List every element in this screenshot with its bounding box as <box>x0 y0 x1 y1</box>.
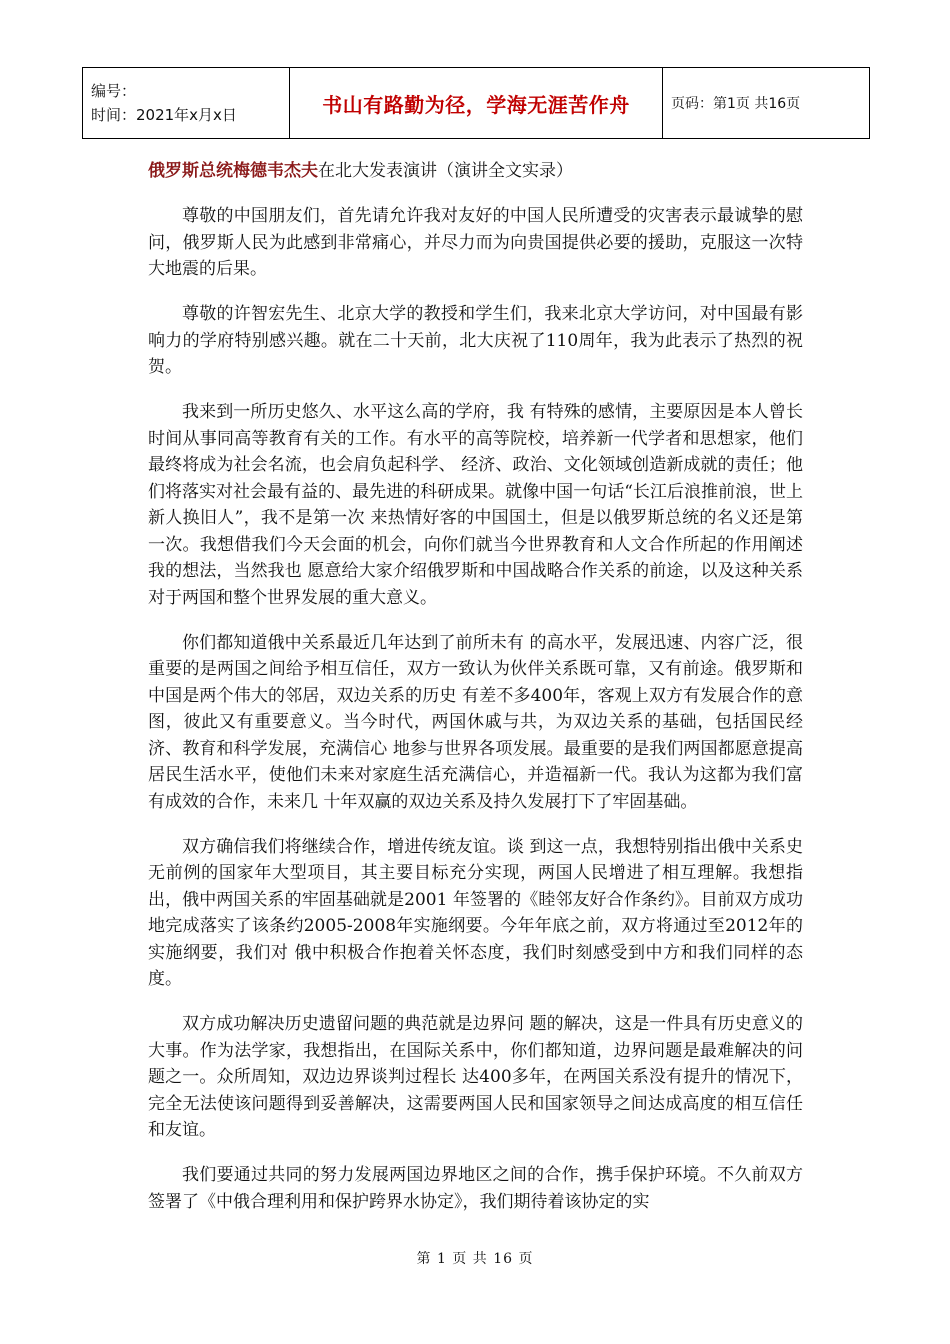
paragraph: 尊敬的中国朋友们，首先请允许我对友好的中国人民所遭受的灾害表示最诚挚的慰问，俄罗斯人民为此感到非常痛心，并尽力而为向贵国提供必要的援助，克服这一次特大地震的后果。 <box>148 206 803 279</box>
document-number-label: 编号： <box>91 82 137 100</box>
title-rest: 在北大发表演讲（演讲全文实录） <box>318 161 573 181</box>
document-title <box>148 157 573 185</box>
page-footer: 第 1 页 共 16 页 <box>416 1251 534 1267</box>
paragraph: 双方确信我们将继续合作，增进传统友谊。谈 到这一点，我想特别指出俄中关系史无前例的国家年大型项目，其主要目标充分实现，两国人民增进了相互理解。我想指出，俄中两国关系的牢固基础就是2001 年签署的《睦邻友好合作条约》。目前双方成功地完成落实了该条约2005-2008年实施纲要。今年年底之前，双方将通过至2012年的实施纲要，我们对 俄中积极合作抱着关怀态度，我们时刻感受到中方和我们同样的态度。 <box>148 836 803 989</box>
header-page-info: 页码：第1页 共16页 <box>671 96 801 112</box>
header-table <box>82 67 870 139</box>
title-speaker: 俄罗斯总统梅德韦杰夫 <box>148 161 318 181</box>
document-body <box>148 203 803 1234</box>
document-time-label: 时间：2021年x月x日 <box>91 106 237 124</box>
paragraph: 双方成功解决历史遗留问题的典范就是边界问 题的解决，这是一件具有历史意义的大事。作为法学家，我想指出，在国际关系中，你们都知道，边界问题是最难解决的问题之一。众所周知，双边边界谈判过程长 达400多年，在两国关系没有提升的情况下，完全无法使该问题得到妥善解决，这需要两国人民和国家领导之间达成高度的相互信任和友谊。 <box>148 1014 803 1140</box>
paragraph: 你们都知道俄中关系最近几年达到了前所未有 的高水平，发展迅速、内容广泛，很重要的是两国之间给予相互信任，双方一致认为伙伴关系既可靠，又有前途。俄罗斯和中国是两个伟大的邻居，双边关系的历史 有差不多400年，客观上双方有发展合作的意图，彼此又有重要意义。当今时代，两国休戚与共，为双边关系的基础，包括国民经济、教育和科学发展，充满信心 地参与世界各项发展。最重要的是我们两国都愿意提高居民生活水平，使他们未来对家庭生活充满信心，并造福新一代。我认为这都为我们富有成效的合作，未来几 十年双赢的双边关系及持久发展打下了牢固基础。 <box>148 632 803 812</box>
header-page-cell <box>663 68 870 139</box>
header-meta-cell <box>83 68 290 139</box>
paragraph: 我们要通过共同的努力发展两国边界地区之间的合作，携手保护环境。不久前双方签署了《中俄合理利用和保护跨界水协定》，我们期待着该协定的实 <box>148 1165 803 1212</box>
header-motto: 书山有路勤为径，学海无涯苦作舟 <box>322 92 630 117</box>
paragraph: 我来到一所历史悠久、水平这么高的学府，我 有特殊的感情，主要原因是本人曾长时间从事同高等教育有关的工作。有水平的高等院校，培养新一代学者和思想家，他们最终将成为社会名流，也会肩负起科学、 经济、政治、文化领域创造新成就的责任；他们将落实对社会最有益的、最先进的科研成果。就像中国一句话“长江后浪推前浪，世上新人换旧人”，我不是第一次 来热情好客的中国国土，但是以俄罗斯总统的名义还是第一次。我想借我们今天会面的机会，向你们就当今世界教育和人文合作所起的作用阐述我的想法，当然我也 愿意给大家介绍俄罗斯和中国战略合作关系的前途，以及这种关系对于两国和整个世界发展的重大意义。 <box>148 402 803 608</box>
header-motto-cell <box>290 68 663 139</box>
paragraph: 尊敬的许智宏先生、北京大学的教授和学生们，我来北京大学访问，对中国最有影响力的学府特别感兴趣。就在二十天前，北大庆祝了110周年，我为此表示了热烈的祝贺。 <box>148 304 803 377</box>
